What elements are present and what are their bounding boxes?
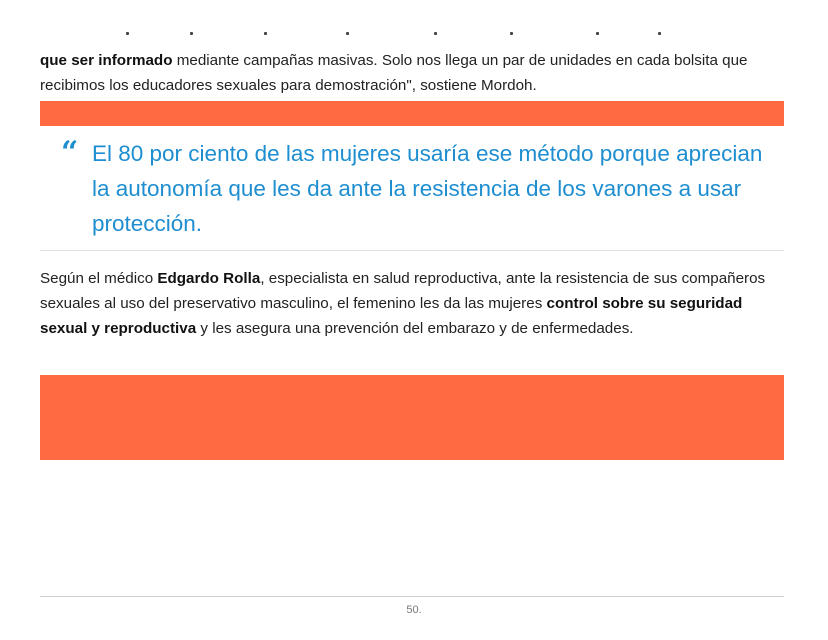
ad-banner-top[interactable] xyxy=(40,101,784,126)
clipped-text-line xyxy=(40,28,784,38)
pull-quote-text: El 80 por ciento de las mujeres usaría ese método porque aprecian la autonomía que les da ante la resistencia de los varones a usar protección. xyxy=(92,141,763,236)
article-paragraph-bottom xyxy=(40,266,788,341)
bold-phrase: que ser informado xyxy=(40,52,173,69)
page-number: 50. xyxy=(406,604,422,616)
footer-divider xyxy=(40,596,784,597)
ad-banner-bottom[interactable] xyxy=(40,375,784,460)
paragraph-text: , especialista en salud reproductiva, ante la resistencia de sus compañeros sexuales al uso del preservativo masculino, el femenino les da las mujeres xyxy=(40,270,766,312)
paragraph-text: y les asegura una prevención del embarazo y de enfermedades. xyxy=(196,320,634,337)
pull-quote xyxy=(40,132,784,251)
paragraph-text: Según el médico xyxy=(40,270,158,287)
bold-name: Edgardo Rolla xyxy=(157,270,261,287)
bold-phrase: control sobre su seguridad sexual y reproductiva xyxy=(40,295,743,337)
paragraph-text: mediante campañas masivas. Solo nos llega un par de unidades en cada bolsita que recibimos los educadores sexuales para demostración", sostiene Mordoh. xyxy=(40,52,748,94)
article-paragraph-top xyxy=(40,48,788,98)
quote-mark-icon: “ xyxy=(61,135,79,170)
